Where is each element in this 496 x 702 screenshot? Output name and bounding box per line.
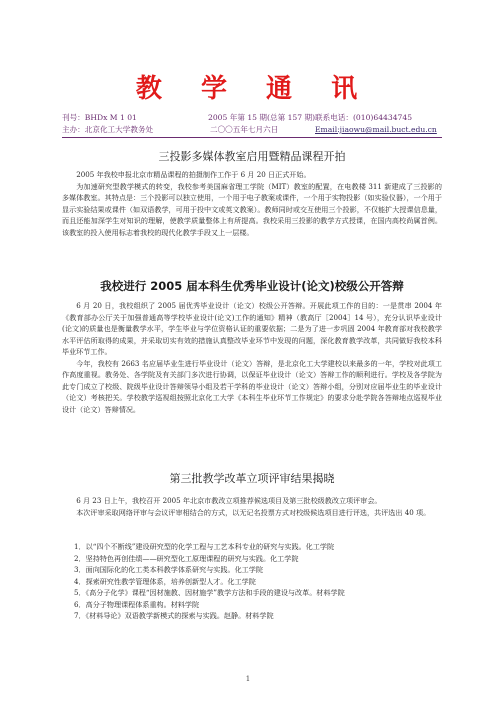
masthead-title: 教 学 通 讯 bbox=[135, 74, 373, 104]
email-link[interactable]: Email:jiaowu@mail.buct.edu.cn bbox=[315, 125, 437, 134]
project-list bbox=[74, 541, 442, 622]
section-heading-2: 我校进行 2005 届本科生优秀毕业设计(论文)校级公开答辩 bbox=[100, 279, 404, 293]
page-number: 1 bbox=[245, 675, 251, 683]
list-item: 1．以“四个不断线”建设研究型的化学工程与工艺本科专业的研究与实践。化工学院 bbox=[74, 542, 335, 551]
list-item: 2．坚持特色再创佳绩——研究型化工原理课程的研究与实践。化工学院 bbox=[74, 553, 299, 563]
paragraph: 本次评审采取网络评审与会议评审相结合的方式，以无记名投票方式对校级候选项目进行评选，共评选出 40 项。 bbox=[76, 507, 431, 517]
sponsor-label: 主办：北京化工大学教务处 bbox=[62, 125, 154, 134]
paragraph: 为加速研究型教学模式的转变，我校参考美国麻省理工学院（MIT）教室的配置，在电教楼 311 新建成了三投影的多媒体教室。其特点是：三个投影可以独立使用，一个用于电子教案或课件，一个用于实物投影（如实验仪器），一个用于显示实验结果或课件（如双语教学，可用于投中文或英文教案）。教师同时或交互使用三个投影，不仅能扩大授课信息量，而且还能加深学生对知识的理解，使教学质量整体上有所提高。我校采用三投影的教学方式授课，在国内高校尚属首例。该教室的投入使用标志着我校的现代化教学手段又上一层楼。 bbox=[62, 181, 442, 237]
issue-label: 刊号：BHDx M 1 01 bbox=[62, 113, 137, 122]
section-body-2 bbox=[62, 300, 442, 415]
volume-label: 2005 年第 15 期(总第 157 期) bbox=[208, 113, 316, 122]
section-heading-1: 三投影多媒体教室启用暨精品课程开拍 bbox=[158, 150, 346, 163]
list-item: 7．《材料导论》双语教学新模式的探索与实践。赵静。材料学院 bbox=[74, 611, 274, 620]
paragraph: 2005 年我校申报北京市精品课程的拍摄制作工作于 6 月 20 日正式开始。 bbox=[76, 170, 311, 179]
masthead-meta bbox=[62, 112, 442, 136]
list-item: 4．探索研究性教学管理体系，培养创新型人才。化工学院 bbox=[74, 576, 256, 586]
paragraph: 6 月 23 日上午，我校召开 2005 年北京市教改立项推荐候选项目及第三批校级教改立项评审会。 bbox=[76, 496, 382, 505]
phone-label: 联系电话：(010)64434745 bbox=[315, 113, 413, 122]
list-item: 5．《高分子化学》课程“因材施教、因材施学”教学方法和手段的建设与改革。材料学院 bbox=[74, 588, 345, 597]
paragraph: 6 月 20 日，我校组织了 2005 届优秀毕业设计（论文）校级公开答辩。开展此项工作的目的：一是贯串 2004 年《教育部办公厅关于加强普通高等学校毕业设计(论文)工作的通知》精神（教高厅［2004］14 号），充分认识毕业设计(论文)的质量也是衡量教学水平，学生毕业与学位资格认证的重要依据；二是为了进一步巩固 2004 年教育部对我校教学水平评估所取得的成果，并采取切实有效的措施认真整改毕业环节中发现的问题，深化教育教学改革，共同做好我校本科毕业环节工作。 bbox=[62, 301, 442, 356]
section-body-3 bbox=[62, 495, 442, 518]
paragraph: 今年，我校有 2663 名应届毕业生进行毕业设计（论文）答辩，是北京化工大学建校以来最多的一年，学校对此项工作高度重视。教务处、各学院及有关部门多次进行协调，以保证毕业设计（论文）答辩工作的顺利进行。学校及各学院为此专门成立了校级、院级毕业设计答辩领导小组及若干学科的毕业设计（论文）答辩小组，分别对应届毕业生的毕业设计（论文）考核把关。学校教学巡视组按照北京化工大学《本科生毕业环节工作规定》的要求分赴学院各答辩地点巡视毕业设计（论文）答辩情况。 bbox=[62, 358, 442, 414]
date-label: 二〇〇五年七月六日 bbox=[210, 125, 279, 134]
list-item: 3．面向国际化的化工类本科教学体系研究与实践。化工学院 bbox=[74, 565, 263, 574]
masthead-rule bbox=[62, 137, 442, 138]
list-item: 6．高分子物理课程体系重构。材料学院 bbox=[74, 599, 200, 609]
section-body-1 bbox=[62, 169, 442, 238]
section-heading-3: 第三批教学改革立项评审结果揭晓 bbox=[169, 472, 335, 485]
